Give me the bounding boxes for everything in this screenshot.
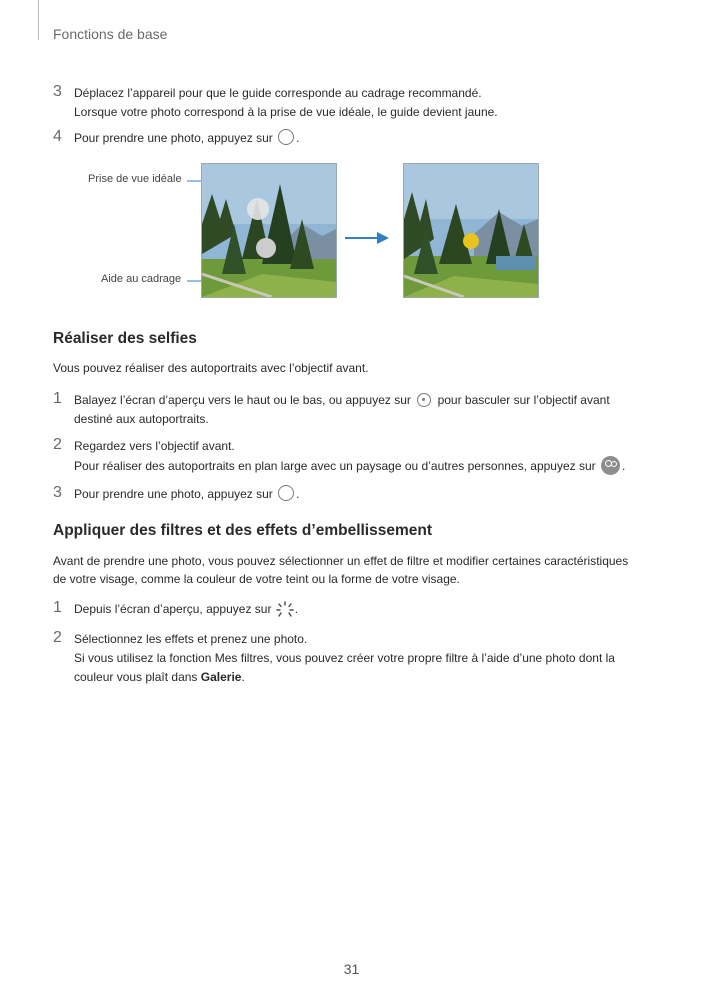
matched-guide-marker <box>463 233 479 249</box>
step-number: 2 <box>53 629 62 646</box>
page-header-title: Fonctions de base <box>53 26 168 42</box>
switch-camera-icon <box>416 392 432 408</box>
step-text-end: . <box>622 459 626 473</box>
selfie-step-3 <box>53 485 300 504</box>
section-title-selfies: Réaliser des selfies <box>53 330 197 347</box>
section-intro-filters-2: de votre visage, comme la couleur de votre teint ou la forme de votre visage. <box>53 572 460 586</box>
section-intro-filters-1: Avant de prendre une photo, vous pouvez sélectionner un effet de filtre et modifier certaines caractéristiques <box>53 554 629 568</box>
photo-after <box>403 163 539 298</box>
photo-before <box>201 163 337 298</box>
step-text: Pour prendre une photo, appuyez sur <box>74 487 273 501</box>
sparkle-filter-icon <box>276 601 294 617</box>
step-text-2: Pour réaliser des autoportraits en plan large avec un paysage ou d’autres personnes, appuyez sur <box>74 459 596 473</box>
step-text: Regardez vers l’objectif avant. <box>74 439 235 453</box>
step-text-3: couleur vous plaît dans <box>74 670 198 684</box>
step-text-end: . <box>294 602 299 616</box>
label-framing-guide: Aide au cadrage <box>101 273 182 285</box>
section-intro-selfies: Vous pouvez réaliser des autoportraits avec l’objectif avant. <box>53 361 369 375</box>
step-text-end: . <box>241 670 245 684</box>
step-number: 3 <box>53 83 62 100</box>
page-number: 31 <box>343 961 360 977</box>
step-text: Balayez l’écran d’aperçu vers le haut ou le bas, ou appuyez sur <box>74 393 411 407</box>
label-ideal-shot: Prise de vue idéale <box>88 173 182 185</box>
ideal-shot-marker <box>247 198 269 220</box>
section-title-filters: Appliquer des filtres et des effets d’embellissement <box>53 522 433 539</box>
step-text: Sélectionnez les effets et prenez une photo. <box>74 632 308 646</box>
step-text-end: . <box>296 487 300 501</box>
selfie-step-2 <box>53 437 625 476</box>
filter-step-1 <box>53 600 298 619</box>
step-number: 1 <box>53 390 62 407</box>
step-text: Déplacez l’appareil pour que le guide corresponde au cadrage recommandé. <box>74 86 482 100</box>
step-text: Depuis l’écran d’aperçu, appuyez sur <box>74 602 272 616</box>
step-text-2: Si vous utilisez la fonction Mes filtres, vous pouvez créer votre propre filtre à l’aide d’une photo dont la <box>74 651 615 665</box>
framing-guide-marker <box>256 238 276 258</box>
selfie-step-1 <box>53 391 610 429</box>
step-number: 2 <box>53 436 62 453</box>
step-text: Pour prendre une photo, appuyez sur <box>74 131 273 145</box>
step-text-2: Lorsque votre photo correspond à la prise de vue idéale, le guide devient jaune. <box>74 105 498 119</box>
filter-step-2 <box>53 630 615 687</box>
step-number: 1 <box>53 599 62 616</box>
callout-lines <box>0 0 703 320</box>
arrow-right-icon <box>343 229 391 247</box>
step-number: 3 <box>53 484 62 501</box>
step-text-end: pour basculer sur l’objectif avant <box>437 393 610 407</box>
gallery-app-name: Galerie <box>200 670 242 684</box>
step-number: 4 <box>53 128 62 145</box>
step-text-end: . <box>296 131 300 145</box>
wide-selfie-icon <box>601 456 620 475</box>
shutter-icon <box>278 485 294 501</box>
step-text-2: destiné aux autoportraits. <box>74 412 209 426</box>
